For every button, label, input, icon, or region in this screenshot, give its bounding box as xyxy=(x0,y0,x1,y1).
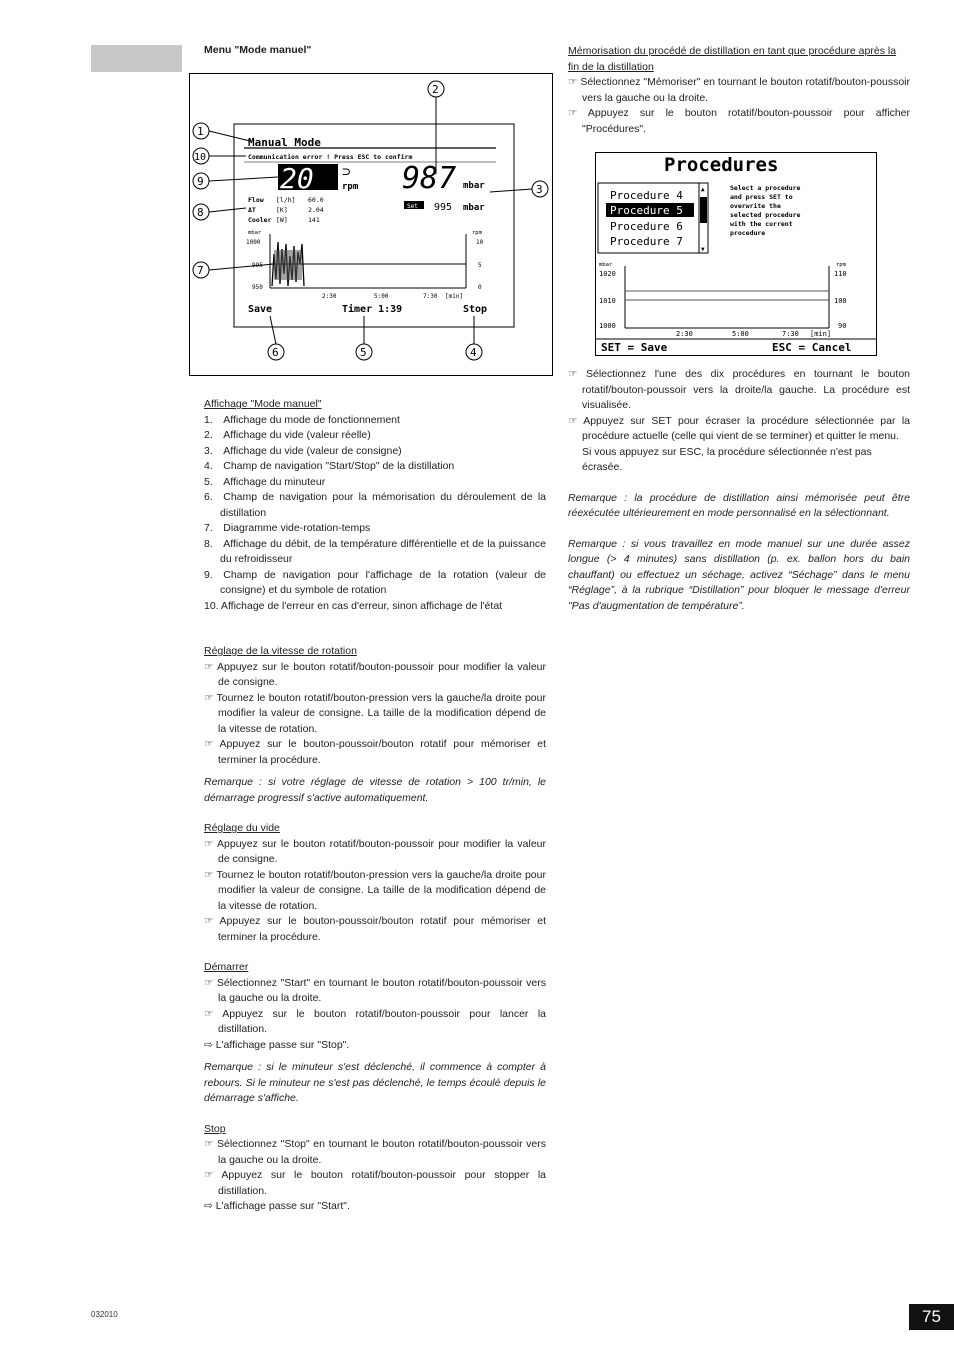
chart-right-tick: 0 xyxy=(478,284,482,291)
step: ☞ Appuyez sur le bouton rotatif/bouton-poussoir pour modifier la valeur de consigne. xyxy=(204,660,546,688)
instruction-text xyxy=(730,184,801,237)
chart-right-unit: rpm xyxy=(472,230,482,236)
save-button[interactable]: Save xyxy=(248,304,273,315)
step: ☞ Appuyez sur SET pour écraser la procédure sélectionnée par la procédure actuelle (celle qui vient de se terminer) et quitter le menu. xyxy=(568,414,910,442)
chart-right-tick: 90 xyxy=(838,322,847,330)
status-line: Communication error ! Press ESC to confirm xyxy=(248,153,413,161)
svg-text:1: 1 xyxy=(197,125,204,138)
stop-heading: Stop xyxy=(204,1122,226,1135)
step: ☞ Sélectionnez "Start" en tournant le bouton rotatif/bouton-poussoir vers la gauche ou la droite. xyxy=(204,976,546,1004)
chart-left-tick: 1000 xyxy=(599,322,616,330)
vacuum-heading: Réglage du vide xyxy=(204,822,280,834)
svg-text:9: 9 xyxy=(197,175,204,188)
svg-text:8: 8 xyxy=(197,206,204,219)
procedures-display xyxy=(596,153,876,355)
left-column xyxy=(204,397,546,1215)
chart-left-tick: 1010 xyxy=(599,297,616,305)
procedure-item-selected[interactable]: Procedure 5 xyxy=(610,204,683,217)
stop-button[interactable]: Stop xyxy=(463,304,488,315)
svg-text:6: 6 xyxy=(272,346,279,359)
start-note: Remarque : si le minuteur s'est déclenché, il commence à compter à rebours. Si le minuteur ne s'est pas déclenché, le temps écoulé depuis le démarrage s'affiche. xyxy=(204,1061,546,1104)
step: ⇨ L'affichage passe sur "Stop". xyxy=(204,1038,350,1051)
chart-right-tick: 5 xyxy=(478,262,482,269)
step: ☞ Appuyez sur le bouton-poussoir/bouton rotatif pour mémoriser et terminer la procédure. xyxy=(204,915,546,943)
procedure-item[interactable]: Procedure 6 xyxy=(610,220,683,233)
list-item: 6. Champ de navigation pour la mémorisation du déroulement de la distillation xyxy=(204,491,546,519)
svg-text:2: 2 xyxy=(432,83,439,96)
svg-text:overwrite the: overwrite the xyxy=(730,202,781,210)
chart-x-tick: 7:30 xyxy=(423,293,438,300)
set-save-button[interactable]: SET = Save xyxy=(601,341,668,354)
dt-unit: [K] xyxy=(276,206,288,214)
step: ⇨ L'affichage passe sur "Start". xyxy=(204,1200,350,1212)
mode-title: Manual Mode xyxy=(248,136,321,149)
svg-text:5: 5 xyxy=(360,346,367,359)
step: ☞ Sélectionnez "Mémoriser" en tournant le bouton rotatif/bouton-poussoir vers la gauche ou la droite. xyxy=(568,76,910,104)
esc-text: Si vous appuyez sur ESC, la procédure sélectionnée n'est pas écrasée. xyxy=(582,445,872,473)
note-memorized: Remarque : la procédure de distillation ainsi mémorisée peut être réexécutée ultérieurement en mode personnalisé en la sélectionnant. xyxy=(568,491,910,519)
rotation-note: Remarque : si votre réglage de vitesse de rotation > 100 tr/min, le démarrage progressif s'active automatiquement. xyxy=(204,776,546,804)
svg-text:and press SET to: and press SET to xyxy=(730,193,793,201)
list-item: 8. Affichage du débit, de la température différentielle et de la puissance du refroidisseur xyxy=(204,537,546,565)
list-item: 4. Champ de navigation "Start/Stop" de la distillation xyxy=(204,460,455,472)
step: ☞ Sélectionnez l'une des dix procédures en tournant le bouton rotatif/bouton-poussoir vers la droite/la gauche. La procédure est visualisée. xyxy=(568,368,910,411)
svg-text:procedure: procedure xyxy=(730,229,766,237)
list-item: 7. Diagramme vide-rotation-temps xyxy=(204,522,371,534)
list-item: 5. Affichage du minuteur xyxy=(204,475,326,488)
manual-mode-display xyxy=(190,74,552,375)
chart-x-tick: [min] xyxy=(810,330,832,338)
rpm-unit: rpm xyxy=(342,182,359,192)
svg-text:3: 3 xyxy=(536,183,543,196)
chart-right-tick: 100 xyxy=(834,297,847,305)
vacuum-actual-unit: mbar xyxy=(463,181,485,191)
chart-x-tick: 2:30 xyxy=(676,330,693,338)
chart-left-tick: 1020 xyxy=(599,270,616,278)
manual-mode-figure xyxy=(189,73,553,376)
list-item: 2. Affichage du vide (valeur réelle) xyxy=(204,429,371,441)
svg-text:7: 7 xyxy=(197,264,204,277)
step: ☞ Appuyez sur le bouton rotatif/bouton-poussoir pour lancer la distillation. xyxy=(204,1007,546,1035)
cooler-label: Cooler xyxy=(248,216,272,224)
scroll-up-icon[interactable]: ▲ xyxy=(701,186,705,193)
chart-x-tick: 5:00 xyxy=(374,293,389,300)
chart-left-tick: 950 xyxy=(252,284,263,291)
step: ☞ Appuyez sur le bouton rotatif/bouton-poussoir pour modifier la valeur de consigne. xyxy=(204,837,546,865)
svg-text:4: 4 xyxy=(470,346,477,359)
list-item: 1. Affichage du mode de fonctionnement xyxy=(204,413,400,426)
step: ☞ Appuyez sur le bouton rotatif/bouton-poussoir pour stopper la distillation. xyxy=(204,1169,546,1197)
step: ☞ Appuyez sur le bouton rotatif/bouton-poussoir pour afficher "Procédures". xyxy=(568,107,910,135)
cooler-unit: [W] xyxy=(276,216,288,224)
list-item: 3. Affichage du vide (valeur de consigne) xyxy=(204,444,402,457)
procedure-item[interactable]: Procedure 4 xyxy=(610,189,683,202)
flow-value: 60.0 xyxy=(308,196,324,204)
chart-left-unit: mbar xyxy=(248,230,262,236)
chart-x-tick: [min] xyxy=(445,293,464,300)
callout-markers xyxy=(193,81,548,360)
list-item: 10. Affichage de l'erreur en cas d'erreur, sinon affichage de l'état xyxy=(204,599,503,612)
procedure-item[interactable]: Procedure 7 xyxy=(610,235,683,248)
step: ☞ Tournez le bouton rotatif/bouton-pression vers la gauche/la droite pour modifier la valeur de consigne. La taille de la modification dépend de la vitesse de rotation. xyxy=(204,691,546,735)
procedures-figure xyxy=(595,152,877,356)
vacuum-actual-value: 987 xyxy=(402,161,457,196)
vacuum-set-value: 995 xyxy=(434,202,453,213)
dt-label: ΔT xyxy=(248,206,256,214)
svg-text:10: 10 xyxy=(194,152,207,163)
chart-x-tick: 2:30 xyxy=(322,293,337,300)
set-label: Set xyxy=(407,203,418,210)
section-tab xyxy=(91,45,182,72)
procedures-title: Procedures xyxy=(664,154,779,176)
right-column-top xyxy=(568,44,910,137)
step: ☞ Appuyez sur le bouton-poussoir/bouton rotatif pour mémoriser et terminer la procédure. xyxy=(204,738,546,766)
svg-text:Select a procedure: Select a procedure xyxy=(730,184,801,192)
chart-right-unit: rpm xyxy=(836,262,846,268)
chart-trace xyxy=(272,242,304,286)
start-heading: Démarrer xyxy=(204,961,249,973)
list-item: 9. Champ de navigation pour l'affichage de la rotation (valeur de consigne) et du symbole de rotation xyxy=(204,568,546,596)
chart-right-tick: 10 xyxy=(476,239,484,246)
rotation-heading: Réglage de la vitesse de rotation xyxy=(204,645,357,657)
rpm-value: 20 xyxy=(280,162,314,195)
vacuum-set-unit: mbar xyxy=(463,203,485,213)
svg-text:selected procedure: selected procedure xyxy=(730,211,801,219)
chart-left-tick: 1000 xyxy=(246,239,261,246)
chart-right-tick: 110 xyxy=(834,270,847,278)
esc-cancel-button[interactable]: ESC = Cancel xyxy=(772,341,852,354)
timer-display[interactable]: Timer 1:39 xyxy=(342,304,403,315)
note-drying: Remarque : si vous travaillez en mode manuel sur une durée assez longue (> 4 minutes) sans distillation (p. ex. ballon hors du bain chauffant) ou effectuez un séchage, activez “Séchage” dans le menu “Réglage”, à la rubrique “Distillation” pour bloquer le message d'erreur "Pas d'augmentation de température”. xyxy=(568,537,910,612)
chart-x-tick: 7:30 xyxy=(782,330,799,338)
display-heading: Affichage "Mode manuel" xyxy=(204,398,322,410)
right-column-bottom xyxy=(568,367,910,614)
rotation-symbol: ⊃ xyxy=(342,164,351,180)
document-code: 032010 xyxy=(91,1310,118,1319)
scroll-down-icon[interactable]: ▼ xyxy=(701,246,705,253)
flow-label: Flow xyxy=(248,196,264,204)
svg-text:with the current: with the current xyxy=(730,220,793,228)
chart-x-tick: 5:00 xyxy=(732,330,749,338)
cooler-value: 141 xyxy=(308,216,320,224)
scrollbar-thumb[interactable] xyxy=(700,197,707,223)
page-number: 75 xyxy=(909,1304,954,1330)
chart-left-unit: mbar xyxy=(599,262,613,268)
step: ☞ Sélectionnez "Stop" en tournant le bouton rotatif/bouton-poussoir vers la gauche ou la droite. xyxy=(204,1138,546,1166)
menu-title: Menu "Mode manuel" xyxy=(204,44,312,56)
step: ☞ Tournez le bouton rotatif/bouton-pression vers la gauche/la droite pour modifier la valeur de consigne. La taille de la modification dépend de la vitesse de rotation. xyxy=(204,868,546,912)
dt-value: 2.04 xyxy=(308,206,324,214)
flow-unit: [l/h] xyxy=(276,196,296,204)
memo-heading: Mémorisation du procédé de distillation en tant que procédure après la fin de la distillation xyxy=(568,45,897,73)
